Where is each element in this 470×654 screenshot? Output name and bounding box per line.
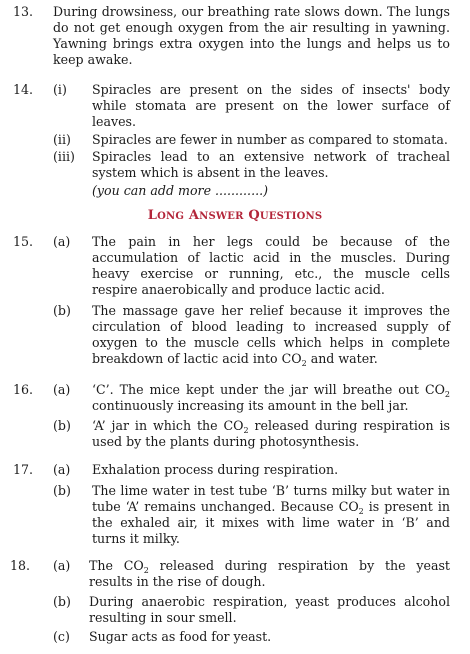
- answer-part: [0, 234, 470, 298]
- part-text: The lime water in test tube ‘B’ turns milky but water in tube ‘A’ remains unchanged. Because $CO_2$ is present in the exhaled air, it mixes with lime water in ‘B’ and turns it milky.: [92, 483, 450, 546]
- part-text: Sugar acts as food for yeast.: [89, 629, 272, 644]
- part-label: (b): [53, 303, 71, 318]
- answer-part: [0, 462, 470, 478]
- part-label: (iii): [53, 149, 75, 164]
- answer-14: [0, 82, 470, 199]
- part-text: ‘C’. The mice kept under the jar will breathe out $CO_2$ continuously increasing its amount in the bell jar.: [92, 382, 450, 413]
- answer-part: [0, 382, 470, 414]
- part-text: Spiracles are fewer in number as compared to stomata.: [92, 132, 448, 147]
- part-text: The massage gave her relief because it improves the circulation of blood leading to increased supply of oxygen to the muscle cells which helps in complete breakdown of lactic acid into $CO_2$ and water.: [92, 303, 450, 368]
- answer-17: [0, 462, 470, 547]
- answer-part: [0, 132, 470, 148]
- answer-number: 18.: [10, 558, 31, 573]
- part-text: Spiracles are present on the sides of insects' body while stomata are present on the lower surface of leaves.: [92, 82, 450, 129]
- answer-part: [0, 149, 470, 181]
- answer-15: [0, 234, 470, 367]
- answer-number: 17.: [13, 462, 34, 477]
- part-text: Spiracles lead to an extensive network of tracheal system which is absent in the leaves.: [92, 149, 450, 180]
- part-text: The $CO_2$ released during respiration by the yeast results in the rise of dough.: [89, 558, 450, 589]
- answer-16: [0, 382, 470, 450]
- answer-part: [0, 418, 470, 450]
- part-label: (a): [53, 234, 71, 249]
- part-label: (b): [53, 483, 71, 498]
- answer-part: [0, 82, 470, 130]
- part-label: (a): [53, 382, 71, 397]
- section-heading: LONG ANSWER QUESTIONS: [147, 208, 323, 223]
- answer-text: During drowsiness, our breathing rate slows down. The lungs do not get enough oxygen from the air resulting in yawning. Yawning brings extra oxygen into the lungs and helps us to keep awake.: [53, 4, 450, 67]
- answer-part: [0, 558, 470, 590]
- answer-18: [0, 558, 470, 645]
- part-label: (b): [53, 594, 71, 609]
- answer-number: 13.: [13, 4, 34, 19]
- part-label: (a): [53, 558, 71, 573]
- part-label: (i): [53, 82, 67, 97]
- answer-part: [0, 303, 470, 367]
- note-text: (you can add more ............): [92, 183, 268, 198]
- answer-part: [0, 594, 470, 626]
- answer-number: 15.: [13, 234, 34, 249]
- part-text: During anaerobic respiration, yeast produces alcohol resulting in sour smell.: [89, 594, 450, 625]
- part-text: ‘A’ jar in which the $CO_2$ released during respiration is used by the plants during photosynthesis.: [92, 418, 450, 449]
- part-label: (a): [53, 462, 71, 477]
- part-text: Exhalation process during respiration.: [92, 462, 339, 477]
- answer-number: 16.: [13, 382, 34, 397]
- answer-part: [0, 483, 470, 547]
- answer-number: 14.: [13, 82, 34, 97]
- part-text: The pain in her legs could be because of the accumulation of lactic acid in the muscles. During heavy exercise or running, etc., the muscle cells respire anaerobically and produce lactic acid.: [92, 234, 450, 297]
- part-label: (c): [53, 629, 70, 644]
- part-label: (b): [53, 418, 71, 433]
- part-label: (ii): [53, 132, 71, 147]
- answer-part: [0, 629, 470, 645]
